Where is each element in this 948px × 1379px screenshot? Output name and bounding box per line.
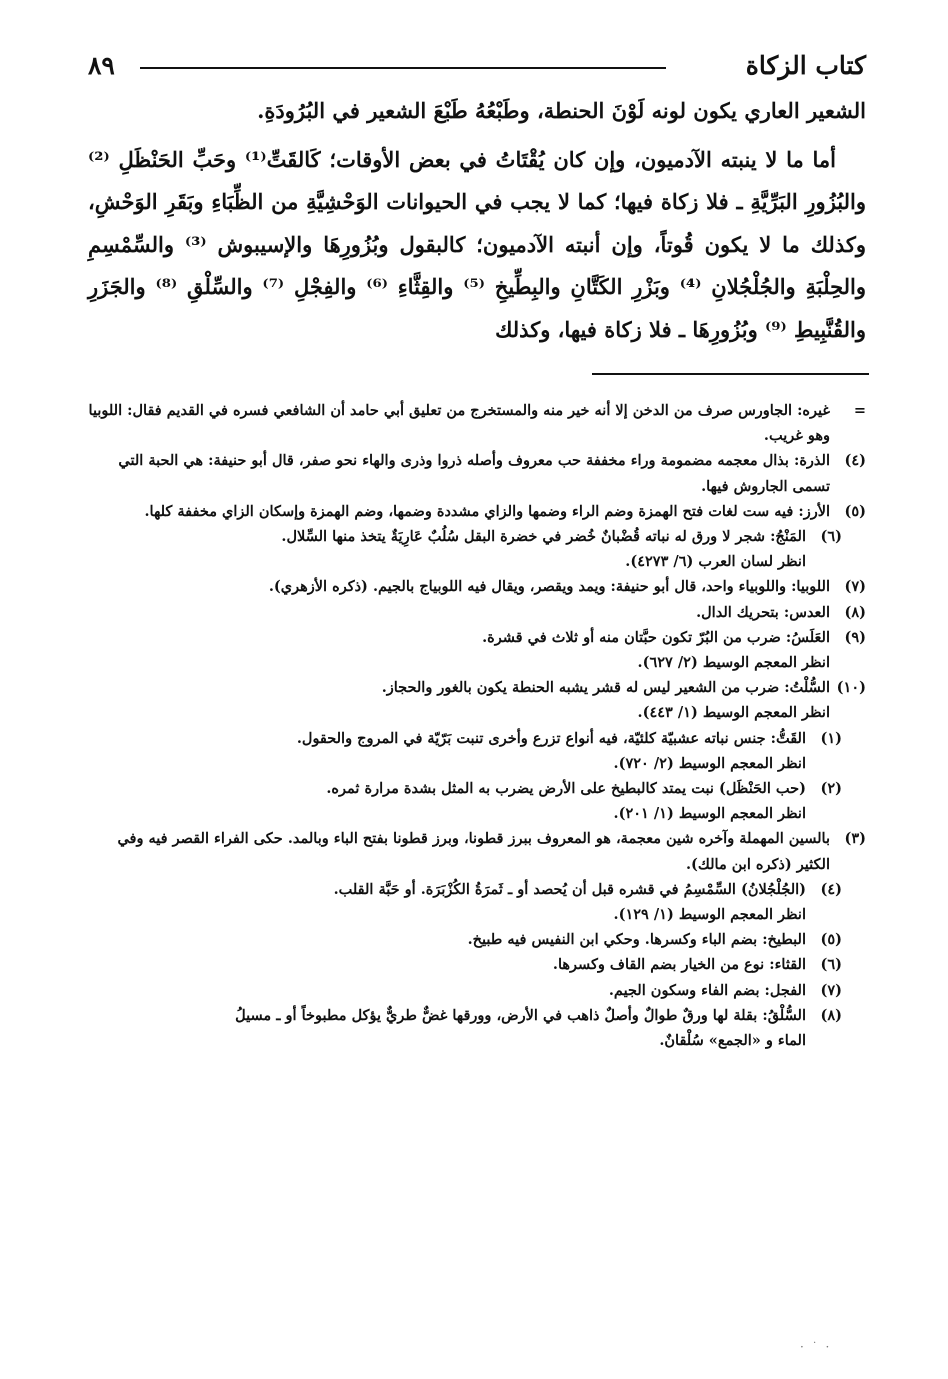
footnote-number: = (853, 402, 866, 419)
footnote (88, 826, 866, 876)
footnote-text: بالسين المهملة وآخره شين معجمة، هو المعروف ببرز قطونا، وبرز قطونا بفتح الباء وبالمد. حكى الفراء القصر فيه وفي الكثير (ذكره ابن مالك). (117, 830, 830, 873)
footnote (88, 499, 866, 524)
footnote-source: انظر المعجم الوسيط (١/ ٤٤٣). (637, 704, 830, 722)
footnote-text: القَتُّ: جنس نباته عشبيّة كلئيّة، فيه أنواع تزرع وأخرى تنبت بَرّيّة في المروج والحقول. (296, 729, 806, 747)
footnote (88, 726, 866, 776)
footnote (88, 574, 866, 599)
footnote-text: (حب الحَنْظَل) نبت يمتد كالبطيخ على الأرض يضرب به المثل بشدة مرارة ثمره. (326, 780, 806, 798)
footnote-number: (٢) (820, 780, 842, 798)
footnote-text: المَنْجُ: شجر لا ورق له نباته قُضْبانٌ خُضر في خضرة البقل سُلُبٌ عَارِيَةٌ يتخذ منها السِّلال. (281, 528, 806, 546)
main-text (88, 90, 866, 351)
footnote-text: اللوبيا: واللوبياء واحد، قال أبو حنيفة: ويمد ويقصر، ويقال فيه اللوبياج بالجيم. (ذكره الأزهري). (268, 578, 830, 596)
footnote-divider (592, 373, 869, 375)
footnote (88, 1003, 866, 1053)
footnote-source: انظر المعجم الوسيط (١/ ١٢٩). (613, 906, 806, 924)
footnote-number: (١) (820, 729, 842, 747)
footnote-number: (٨) (844, 603, 866, 621)
footnotes (88, 398, 866, 1053)
footnote (88, 776, 866, 826)
footnote-text: العدس: بتحريك الدال. (696, 603, 830, 621)
footnote-number: (٤) (844, 452, 866, 470)
running-header (88, 46, 866, 86)
footnote-text: غيره: الجاورس صرف من الدخن إلا أنه خير منه والمستخرج من تعليق أبي حامد أن الشافعي فسره في القديم فقال: اللوبيا وهو غريب. (88, 402, 830, 445)
footnote-number: (٥) (844, 502, 866, 520)
footnote-text: الأرز: فيه ست لغات فتح الهمزة وضم الراء وضمها والزاي مشددة وضمها، وضم الهمزة وإسكان الزاي مخففة كلها. (144, 502, 830, 520)
footnote (88, 978, 866, 1003)
paragraph: أما ما لا ينبته الآدميون، وإن كان يُقْتَاتُ في بعض الأوقات؛ كَالقَتِّ⁽¹⁾ وحَبِّ الحَنْظَلِ ⁽²⁾ والبُزُورِ البَرِّيَّةِ ـ فلا زكاة فيها؛ كما لا يجب في الحيوانات الوَحْشِيَّةِ من الظِّبَاءِ وبَقَرِ الوَحْشِ، وكذلك ما لا يكون قُوتاً، وإن أنبته الآدميون؛ كالبقول وبُزُورِهَا والإسيبوش ⁽³⁾ والسِّمْسِمِ والحِلْبَةِ والجُلْجُلانِ ⁽⁴⁾ وبَزْرِ الكَتَّانِ والبِطِّيخِ ⁽⁵⁾ والقِثَّاءِ ⁽⁶⁾ والفِجْلِ ⁽⁷⁾ والسِّلْقِ ⁽⁸⁾ والجَزَرِ والقُنَّبِيطِ ⁽⁹⁾ وبُزُورِهَا ـ فلا زكاة فيها، وكذلك (88, 146, 867, 342)
footnote (88, 448, 866, 498)
footnote (88, 524, 866, 574)
footnote-number: (٣) (844, 830, 866, 848)
footnote-source: انظر لسان العرب (٦/ ٤٢٧٣). (625, 553, 806, 571)
footnote (88, 600, 866, 625)
footnote-number: (٦) (820, 528, 842, 546)
footnote-number: (٩) (844, 628, 866, 646)
footnote-text: البطيخ: بضم الباء وكسرها. وحكي ابن النفيس فيه طبيخ. (467, 931, 806, 949)
page-number: ٨٩ (88, 51, 115, 80)
footnote-number: (٧) (844, 578, 866, 596)
footnote (88, 398, 866, 448)
footnote-number: (٥) (820, 931, 842, 949)
footnote-number: (٨) (820, 1006, 842, 1024)
footnote (88, 877, 866, 927)
footnote-text: (الجُلْجُلانُ) السِّمْسِمُ في قشره قبل أن يُحصد أو ـ ثَمرَةُ الكُزْبَرَة. أو حَبَّة القلب. (333, 880, 806, 898)
footnote-number: (١٠) (836, 679, 866, 697)
footnote-source: انظر المعجم الوسيط (٢/ ٧٢٠). (613, 754, 806, 772)
footnote (88, 952, 866, 977)
footnote-text: القثاء: نوع من الخيار بضم القاف وكسرها. (552, 956, 806, 974)
footnote (88, 675, 866, 725)
footnote-source: انظر المعجم الوسيط (٢/ ٦٢٧). (637, 654, 830, 672)
footnote-number: (٤) (820, 880, 842, 898)
paragraph-continued: الشعير العاري يكون لونه لَوْنَ الحنطة، وطَبْعُهُ طَبْعَ الشعير في البُرُودَةِ. (257, 98, 866, 123)
footnote-text: السُّلْقُ: بقلة لها ورقٌ طوالٌ وأصلٌ ذاهب في الأرض، وورقها غضٌّ طريٌّ يؤكل مطبوخاً أو ـ مسيلُ (235, 1006, 806, 1024)
footnote-text: الفجل: بضم الفاء وسكون الجيم. (608, 981, 806, 999)
footnote (88, 625, 866, 675)
footnote-text: السُّلْتُ: ضرب من الشعير ليس له قشر يشبه الحنطة يكون بالغور والحجاز. (381, 679, 830, 697)
chapter-title: كتاب الزكاة (745, 51, 866, 80)
footnote-source: انظر المعجم الوسيط (١/ ٢٠١). (613, 805, 806, 823)
footnote-continuation: الماء و «الجمع» سُلْقانٌ. (659, 1032, 806, 1050)
header-rule (140, 67, 666, 69)
footnote-text: الذرة: بذال معجمه مضمومة وراء مخففة حب معروف وأصله ذروا وذرى والهاء نحو صفر، قال أبو حنيفة: هي الحبة التي تسمى الجاروش فيها. (118, 452, 830, 495)
footnote-number: (٧) (820, 981, 842, 999)
scan-speck: · ˙ · (800, 1340, 832, 1354)
footnote-text: العَلَسُ: ضرب من البُرّ تكون حبَّتان منه أو ثلاث في قشرة. (482, 628, 830, 646)
footnote-number: (٦) (820, 956, 842, 974)
footnote (88, 927, 866, 952)
